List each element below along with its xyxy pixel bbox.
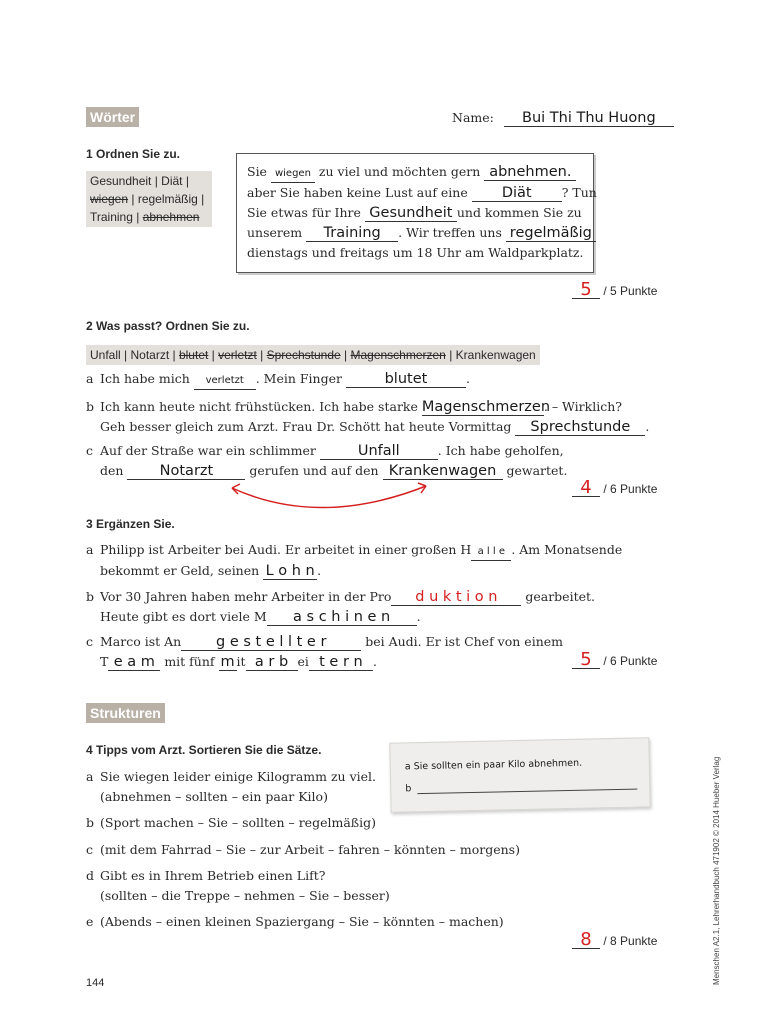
item-label: b: [86, 399, 95, 414]
ex2-text: gewartet.: [502, 463, 568, 478]
ex2-sep: |: [208, 348, 219, 362]
sticky-note: [389, 737, 650, 812]
ex2-answer-krankenwagen[interactable]: Krankenwagen: [383, 463, 503, 480]
ex3-answer-mitarbeitern-1[interactable]: m: [220, 654, 235, 670]
ex2-word: blutet: [178, 348, 209, 362]
ex1-word-box: [86, 171, 212, 227]
ex1-text: aber Sie haben keine Lust auf eine: [247, 185, 472, 200]
ex3-text: gearbeitet.: [521, 589, 595, 604]
ex1-answer-gesundheit[interactable]: Gesundheit: [365, 205, 457, 222]
name-row: [452, 108, 674, 128]
item-label: b: [86, 815, 95, 830]
ex3-text: ei: [297, 654, 309, 669]
ex4-text: Sie wiegen leider einige Kilogramm zu viel.: [100, 769, 377, 784]
ex3-text: . Am Monatsende: [511, 542, 623, 557]
ex2-answer-sprechstunde[interactable]: Sprechstunde: [515, 419, 645, 436]
side-copyright: Menschen A2.1, Lehrerhandbuch 471902 © 2014 Hueber Verlag: [712, 756, 721, 985]
item-label: c: [86, 443, 94, 458]
swap-arrow-icon: [220, 478, 440, 514]
ex2-sep: |: [120, 348, 131, 362]
ex4-text: Gibt es in Ihrem Betrieb einen Lift?: [100, 868, 326, 883]
ex3-text: T: [100, 654, 109, 669]
ex2-word: Notarzt: [130, 348, 170, 362]
ex4-item-e: [86, 912, 504, 932]
ex2-answer-verletzt[interactable]: verletzt: [194, 373, 256, 390]
ex3-answer-mitarbeitern-3[interactable]: t e r n: [309, 654, 373, 671]
note-line-a: a Sie sollten ein paar Kilo abnehmen.: [404, 757, 583, 773]
ex2-title: 2 Was passt? Ordnen Sie zu.: [86, 319, 250, 333]
ex3-score[interactable]: 5: [572, 652, 600, 669]
ex2-answer-notarzt[interactable]: Notarzt: [127, 463, 245, 480]
ex1-answer-wiegen[interactable]: wiegen: [271, 166, 315, 183]
ex1-answer-abnehmen[interactable]: abnehmen.: [484, 164, 576, 181]
item-label: e: [86, 914, 94, 929]
ex4-score-row: [572, 929, 658, 950]
ex3-text: mit fünf: [160, 654, 219, 669]
ex1-word-abnehmen: abnehmen: [142, 210, 200, 224]
ex2-word-box: [86, 345, 540, 365]
ex2-text: . Mein Finger: [255, 371, 346, 386]
ex3-answer-maschinen[interactable]: a s c h i n e n: [267, 609, 417, 626]
ex4-score[interactable]: 8: [572, 932, 600, 949]
ex2-word: Sprechstunde: [266, 348, 341, 362]
ex3-text: Heute gibt es dort viele M: [100, 609, 267, 624]
ex4-text: (Abends – einen kleinen Spaziergang – Sie – könnten – machen): [100, 914, 504, 929]
ex1-text: und kommen Sie zu: [456, 205, 582, 220]
ex2-text: Ich habe mich: [100, 371, 194, 386]
ex2-sep: |: [340, 348, 351, 362]
name-value[interactable]: Bui Thi Thu Huong: [504, 110, 674, 127]
ex2-sep: |: [445, 348, 456, 362]
ex2-item-b: [86, 397, 649, 437]
ex3-text: .: [416, 609, 421, 624]
name-label: Name:: [452, 110, 494, 125]
section-heading-strukturen: Strukturen: [86, 703, 165, 723]
ex3-item-a: [86, 540, 622, 581]
ex3-text: Philipp ist Arbeiter bei Audi. Er arbeitet in einer großen H: [100, 542, 472, 557]
ex3-title: 3 Ergänzen Sie.: [86, 517, 175, 531]
ex4-title: 4 Tipps vom Arzt. Sortieren Sie die Sätze.: [86, 743, 322, 757]
ex1-text-last: dienstags und freitags um 18 Uhr am Waldparkplatz.: [247, 245, 584, 260]
ex2-word: verletzt: [218, 348, 257, 362]
ex1-answer-training[interactable]: Training: [306, 225, 398, 242]
ex4-item-b: [86, 813, 376, 833]
item-label: a: [86, 769, 94, 784]
ex1-words-line2: | regelmäßig |: [128, 192, 205, 206]
ex3-text: Vor 30 Jahren haben mehr Arbeiter in der Pro: [100, 589, 392, 604]
ex3-answer-produktion[interactable]: d u k t i o n: [391, 589, 521, 606]
ex2-word: Magenschmerzen: [350, 348, 446, 362]
ex2-answer-magenschmerzen[interactable]: Magenschmerzen: [421, 399, 551, 415]
ex3-points-label: / 6 Punkte: [603, 654, 658, 668]
item-label: d: [86, 868, 95, 883]
ex2-answer-unfall[interactable]: Unfall: [320, 443, 438, 460]
ex4-item-a: [86, 767, 376, 807]
ex1-words-line1: Gesundheit | Diät |: [90, 174, 189, 188]
ex1-score-row: [572, 279, 658, 300]
ex1-points-label: / 5 Punkte: [603, 284, 658, 298]
ex3-answer-angestellter[interactable]: g e s t e l l t e r: [181, 634, 361, 651]
item-label: a: [86, 542, 94, 557]
section-heading-woerter: Wörter: [86, 107, 139, 127]
ex3-answer-lohn[interactable]: L o h n: [263, 563, 317, 580]
ex2-text: Auf der Straße war ein schlimmer: [100, 443, 320, 458]
note-line-b-label: b: [405, 783, 412, 795]
ex2-score[interactable]: 4: [572, 480, 600, 497]
ex2-item-a: [86, 369, 470, 390]
ex4-item-c: [86, 840, 520, 860]
item-label: c: [86, 842, 94, 857]
ex1-title: 1 Ordnen Sie zu.: [86, 147, 181, 161]
ex3-answer-team[interactable]: e a m: [108, 654, 160, 671]
ex3-text: .: [372, 654, 377, 669]
ex2-text: .: [465, 371, 470, 386]
ex3-text: .: [317, 563, 322, 578]
ex3-text: bei Audi. Er ist Chef von einem: [361, 634, 563, 649]
ex4-text: (Sport machen – Sie – sollten – regelmäßig): [100, 815, 377, 830]
ex1-text: zu viel und möchten gern: [314, 164, 485, 179]
item-label: c: [86, 634, 94, 649]
ex1-word-wiegen: wiegen: [90, 192, 129, 206]
ex4-text: (sollten – die Treppe – nehmen – Sie – besser): [100, 888, 390, 903]
ex2-item-c: [86, 441, 567, 481]
ex1-words-line3: Training |: [90, 210, 143, 224]
ex3-item-b: [86, 587, 595, 627]
ex1-text: Sie: [247, 164, 271, 179]
ex1-text: Sie etwas für Ihre: [247, 205, 365, 220]
ex2-text: Geh besser gleich zum Arzt. Frau Dr. Schött hat heute Vormittag: [100, 419, 516, 434]
ex3-text: it: [236, 654, 246, 669]
ex2-score-row: [572, 477, 658, 498]
ex4-item-d: [86, 866, 390, 906]
ex4-points-label: / 8 Punkte: [603, 934, 658, 948]
ex1-text: unserem: [247, 225, 307, 240]
ex2-text: gerufen und auf den: [245, 463, 383, 478]
page-number: 144: [86, 977, 105, 989]
ex3-item-c: [86, 632, 563, 672]
ex1-answer-diaet[interactable]: Diät: [472, 185, 562, 202]
item-label: b: [86, 589, 95, 604]
ex4-text: (mit dem Fahrrad – Sie – zur Arbeit – fahren – könnten – morgens): [100, 842, 520, 857]
note-line-b[interactable]: [417, 789, 637, 795]
ex3-answer-halle[interactable]: a l l e: [471, 544, 511, 561]
ex2-sep: |: [169, 348, 179, 362]
ex3-score-row: [572, 649, 658, 670]
ex1-score[interactable]: 5: [572, 282, 600, 299]
ex2-text: . Ich habe geholfen,: [437, 443, 564, 458]
ex3-text: bekommt er Geld, seinen: [100, 563, 264, 578]
ex3-text: Marco ist An: [100, 634, 182, 649]
ex1-text: . Wir treffen uns: [398, 225, 506, 240]
ex1-text-box: [236, 153, 597, 273]
ex2-text: Ich kann heute nicht frühstücken. Ich habe starke: [100, 399, 422, 414]
ex4-text: (abnehmen – sollten – ein paar Kilo): [100, 789, 328, 804]
item-label: a: [86, 371, 94, 386]
ex2-text: . – Wirklich?: [543, 399, 622, 414]
ex1-answer-regelmaessig[interactable]: regelmäßig: [506, 225, 596, 242]
ex1-text: ? Tun: [561, 185, 597, 200]
ex2-word: Krankenwagen: [455, 348, 536, 362]
ex2-points-label: / 6 Punkte: [603, 482, 658, 496]
ex3-answer-mitarbeitern-2[interactable]: a r b: [246, 654, 298, 671]
ex2-text: .: [645, 419, 650, 434]
ex2-text: den: [100, 463, 128, 478]
ex2-sep: |: [256, 348, 267, 362]
ex2-word: Unfall: [90, 348, 121, 362]
ex2-answer-blutet[interactable]: blutet: [346, 371, 466, 388]
